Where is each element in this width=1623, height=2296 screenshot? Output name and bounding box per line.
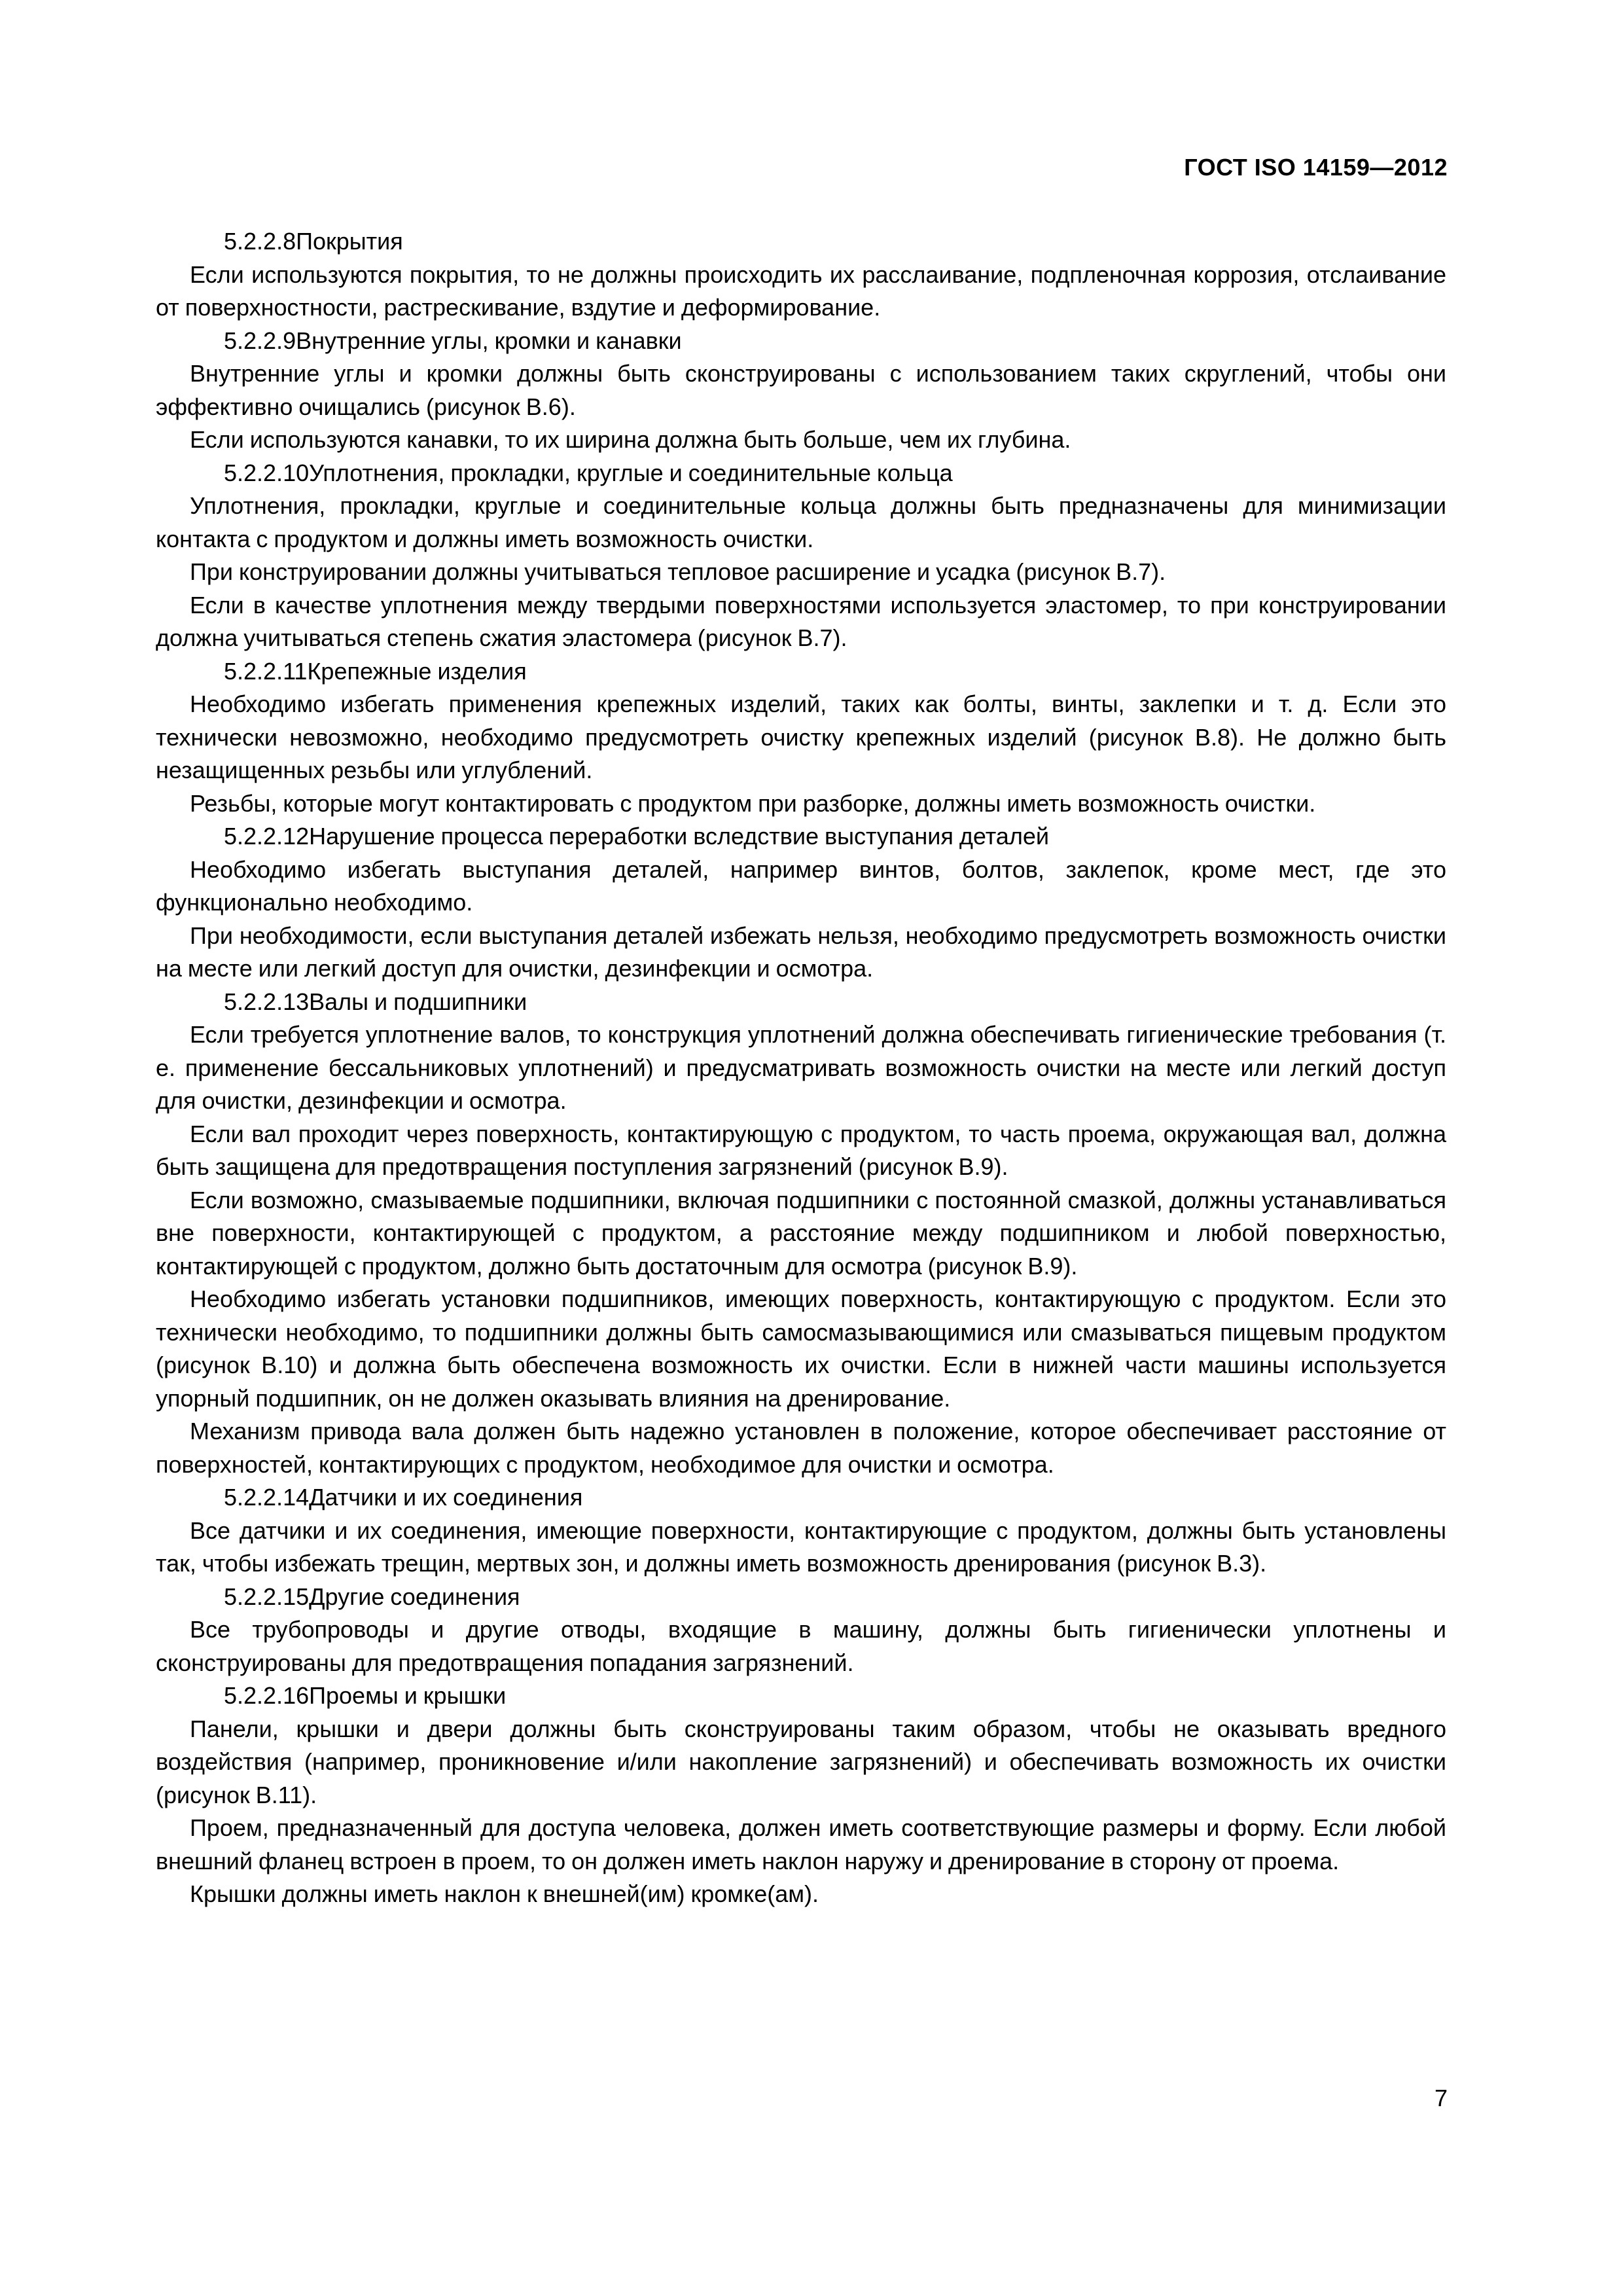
section-title: Датчики и их соединения — [309, 1484, 583, 1511]
section-title: Покрытия — [296, 228, 403, 255]
paragraph: Механизм привода вала должен быть надежно установлен в положение, которое обеспечивает расстояние от поверхностей, контактирующих с продуктом, необходимое для очистки и осмотра. — [156, 1418, 1446, 1478]
paragraph: При необходимости, если выступания деталей избежать нельзя, необходимо предусмотреть возможность очистки на месте или легкий доступ для очистки, дезинфекции и осмотра. — [156, 922, 1446, 982]
section-heading — [156, 325, 1446, 358]
paragraph: Если требуется уплотнение валов, то конструкция уплотнений должна обеспечивать гигиенические требования (т. е. применение бессальниковых уплотнений) и предусматривать возможность очистки на месте или легкий доступ для очистки, дезинфекции и осмотра. — [156, 1021, 1446, 1114]
paragraph: При конструировании должны учитываться тепловое расширение и усадка (рисунок В.7). — [190, 558, 1166, 585]
paragraph: Проем, предназначенный для доступа человека, должен иметь соответствующие размеры и форму. Если любой внешний фланец встроен в проем, то он должен иметь наклон наружу и дренирование в сторону от проема. — [156, 1814, 1446, 1874]
section-title: Другие соединения — [309, 1583, 520, 1610]
paragraph: Если используются покрытия, то не должны происходить их расслаивание, подпленочная коррозия, отслаивание от поверхностности, растрескивание, вздутие и деформирование. — [156, 260, 1446, 321]
paragraph: Уплотнения, прокладки, круглые и соединительные кольца должны быть предназначены для минимизации контакта с продуктом и должны иметь возможность очистки. — [156, 492, 1446, 552]
paragraph: Если вал проходит через поверхность, контактирующую с продуктом, то часть проема, окружающая вал, должна быть защищена для предотвращения поступления загрязнений (рисунок В.9). — [156, 1120, 1446, 1180]
section-title: Крепежные изделия — [307, 657, 527, 685]
section-heading — [156, 820, 1446, 853]
section-heading — [156, 986, 1446, 1019]
document-body — [156, 225, 1446, 1911]
section-number: 5.2.2.12 — [224, 823, 310, 850]
section-heading — [156, 1481, 1446, 1515]
paragraph: Резьбы, которые могут контактировать с продуктом при разборке, должны иметь возможность очистки. — [190, 789, 1316, 817]
section-number: 5.2.2.14 — [224, 1484, 310, 1511]
document-header-standard-id: ГОСТ ISO 14159—2012 — [1184, 154, 1448, 181]
paragraph: Если используются канавки, то их ширина должна быть больше, чем их глубина. — [190, 426, 1071, 453]
section-title: Нарушение процесса переработки вследствие выступания деталей — [309, 823, 1049, 850]
section-number: 5.2.2.15 — [224, 1583, 310, 1610]
section-title: Уплотнения, прокладки, круглые и соединительные кольца — [309, 459, 953, 486]
paragraph: Если в качестве уплотнения между твердыми поверхностями используется эластомер, то при конструировании должна учитываться степень сжатия эластомера (рисунок В.7). — [156, 591, 1446, 651]
section-number: 5.2.2.8 — [224, 228, 296, 255]
paragraph: Панели, крышки и двери должны быть сконструированы таким образом, чтобы не оказывать вредного воздействия (например, проникновение и/или накопление загрязнений) и обеспечивать возможность их очистки (рисунок В.11). — [156, 1715, 1446, 1808]
page-number: 7 — [1434, 2085, 1448, 2111]
paragraph: Необходимо избегать установки подшипников, имеющих поверхность, контактирующую с продуктом. Если это технически необходимо, то подшипники должны быть самосмазывающимися или смазываться пищевым продуктом (рисунок В.10) и должна быть обеспечена возможность их очистки. Если в нижней части машины используется упорный подшипник, он не должен оказывать влияния на дренирование. — [156, 1285, 1446, 1412]
section-number: 5.2.2.11 — [224, 657, 308, 685]
paragraph: Все трубопроводы и другие отводы, входящие в машину, должны быть гигиенически уплотнены и сконструированы для предотвращения попадания загрязнений. — [156, 1616, 1446, 1676]
paragraph: Если возможно, смазываемые подшипники, включая подшипники с постоянной смазкой, должны устанавливаться вне поверхности, контактирующей с продуктом, а расстояние между подшипником и любой поверхностью, контактирующей с продуктом, должно быть достаточным для осмотра (рисунок В.9). — [156, 1186, 1446, 1280]
paragraph: Необходимо избегать выступания деталей, например винтов, болтов, заклепок, кроме мест, где это функционально необходимо. — [156, 855, 1446, 916]
section-number: 5.2.2.13 — [224, 988, 310, 1015]
paragraph: Все датчики и их соединения, имеющие поверхности, контактирующие с продуктом, должны быть установлены так, чтобы избежать трещин, мертвых зон, и должны иметь возможность дренирования (рисунок В.3). — [156, 1516, 1446, 1577]
section-heading — [156, 655, 1446, 689]
section-title: Валы и подшипники — [309, 988, 527, 1015]
section-number: 5.2.2.16 — [224, 1682, 310, 1709]
section-heading — [156, 1679, 1446, 1713]
paragraph: Внутренние углы и кромки должны быть сконструированы с использованием таких скруглений, чтобы они эффективно очищались (рисунок В.6). — [156, 360, 1446, 420]
section-title: Проемы и крышки — [309, 1682, 507, 1709]
section-number: 5.2.2.10 — [224, 459, 310, 486]
paragraph: Крышки должны иметь наклон к внешней(им) кромке(ам). — [190, 1880, 819, 1907]
section-title: Внутренние углы, кромки и канавки — [296, 327, 682, 354]
paragraph: Необходимо избегать применения крепежных изделий, таких как болты, винты, заклепки и т. д. Если это технически невозможно, необходимо предусмотреть очистку крепежных изделий (рисунок В.8). Не должно быть незащищенных резьбы или углублений. — [156, 691, 1446, 783]
section-number: 5.2.2.9 — [224, 327, 296, 354]
section-heading — [156, 225, 1446, 259]
section-heading — [156, 457, 1446, 490]
section-heading — [156, 1581, 1446, 1614]
